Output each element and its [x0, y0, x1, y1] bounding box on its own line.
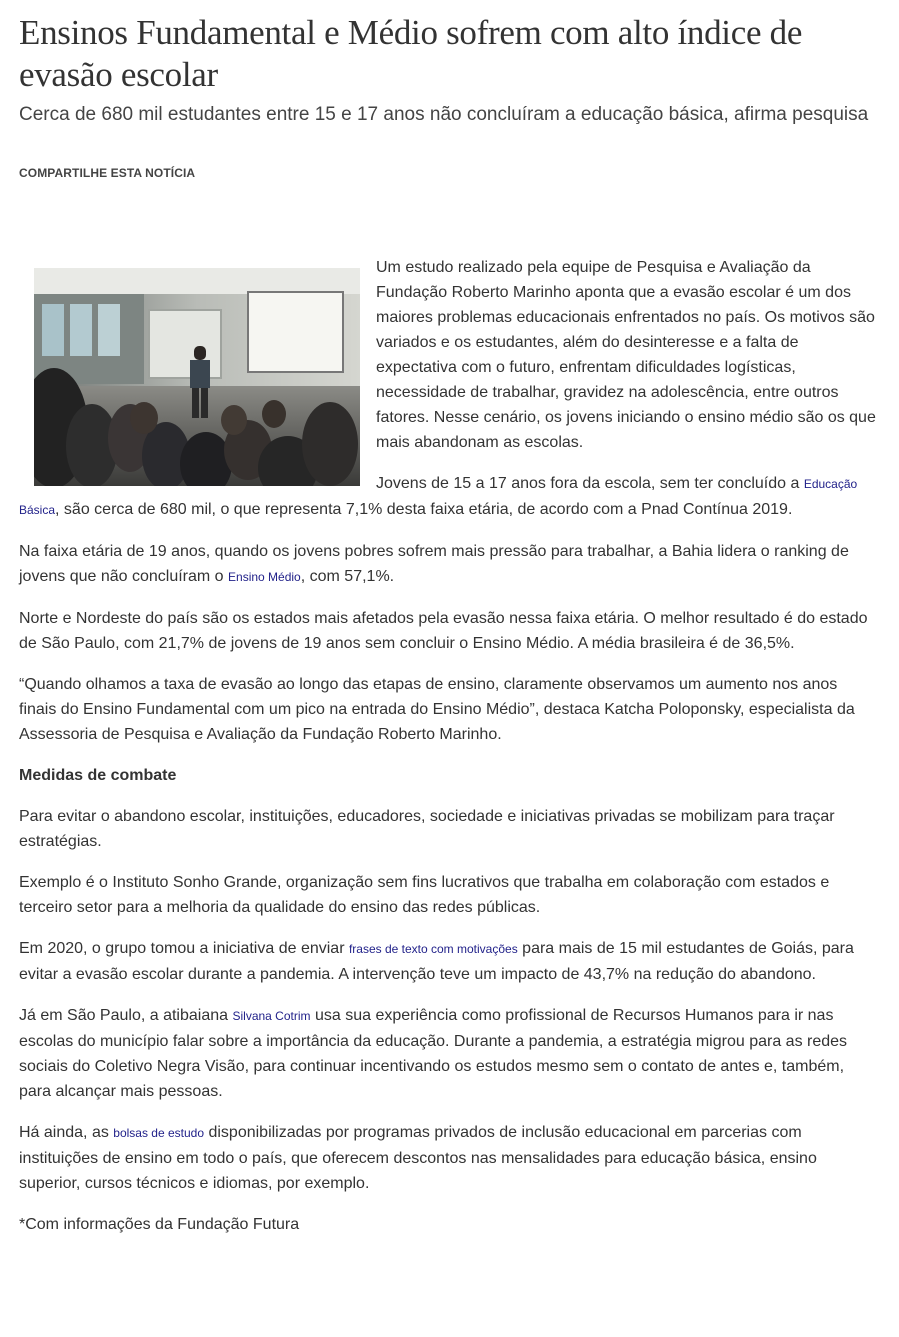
share-label: COMPARTILHE ESTA NOTÍCIA	[19, 166, 196, 180]
article-body	[19, 255, 877, 1253]
link-ensino-medio[interactable]: Ensino Médio	[228, 570, 301, 584]
paragraph: Já em São Paulo, a atibaiana Silvana Cotrim usa sua experiência como profissional de Recursos Humanos para ir nas escolas do município falar sobre a importância da educação. Durante a pandemia, a estratégia migrou para as redes sociais do Coletivo Negra Visão, para continuar incentivando os estudos mesmo sem o contato de antes e, também, para alcançar mais pessoas.	[19, 1007, 848, 1100]
link-educacao-basica[interactable]: Educação Básica	[19, 477, 858, 517]
article-header	[19, 0, 879, 180]
quote-paragraph: “Quando olhamos a taxa de evasão ao longo das etapas de ensino, claramente observamos um aumento nos anos finais do Ensino Fundamental com um pico na entrada do Ensino Médio”, destaca Katcha Poloponsky, especialista da Assessoria de Pesquisa e Avaliação da Fundação Roberto Marinho.	[19, 676, 855, 743]
paragraph: Para evitar o abandono escolar, instituições, educadores, sociedade e iniciativas privadas se mobilizam para traçar estratégias.	[19, 808, 835, 850]
paragraph: Jovens de 15 a 17 anos fora da escola, sem ter concluído a Educação Básica, são cerca de 680 mil, o que representa 7,1% desta faixa etária, de acordo com a Pnad Contínua 2019.	[19, 475, 858, 518]
link-silvana-cotrim[interactable]: Silvana Cotrim	[232, 1009, 311, 1023]
link-bolsas-de-estudo[interactable]: bolsas de estudo	[113, 1126, 205, 1140]
paragraph: Um estudo realizado pela equipe de Pesquisa e Avaliação da Fundação Roberto Marinho aponta que a evasão escolar é um dos maiores problemas educacionais enfrentados no país. Os motivos são variados e os estudantes, além do desinteresse e a falta de expectativa com o futuro, enfrentam dificuldades logísticas, necessidade de trabalhar, gravidez na adolescência, entre outros fatores. Nesse cenário, os jovens iniciando o ensino médio são os que mais abandonam as escolas.	[376, 259, 876, 451]
footnote: *Com informações da Fundação Futura	[19, 1216, 300, 1233]
section-heading: Medidas de combate	[19, 767, 177, 784]
page-title: Ensinos Fundamental e Médio sofrem com alto índice de evasão escolar	[19, 13, 803, 94]
paragraph: Exemplo é o Instituto Sonho Grande, organização sem fins lucrativos que trabalha em colaboração com estados e terceiro setor para a melhoria da qualidade do ensino das redes públicas.	[19, 874, 830, 916]
link-frases-de-texto[interactable]: frases de texto com motivações	[348, 942, 518, 956]
paragraph: Norte e Nordeste do país são os estados mais afetados pela evasão nessa faixa etária. O melhor resultado é do estado de São Paulo, com 21,7% de jovens de 19 anos sem concluir o Ensino Médio. A média brasileira é de 36,5%.	[19, 610, 868, 652]
classroom-photo	[34, 268, 360, 486]
paragraph: Em 2020, o grupo tomou a iniciativa de enviar frases de texto com motivações para mais de 15 mil estudantes de Goiás, para evitar a evasão escolar durante a pandemia. A intervenção teve um impacto de 43,7% na redução do abandono.	[19, 940, 854, 983]
page-subtitle: Cerca de 680 mil estudantes entre 15 e 17 anos não concluíram a educação básica, afirma pesquisa	[19, 104, 869, 125]
paragraph: Na faixa etária de 19 anos, quando os jovens pobres sofrem mais pressão para trabalhar, a Bahia lidera o ranking de jovens que não concluíram o Ensino Médio, com 57,1%.	[19, 543, 849, 585]
paragraph: Há ainda, as bolsas de estudo disponibilizadas por programas privados de inclusão educacional em parcerias com instituições de ensino em todo o país, que oferecem descontos nas mensalidades para educação básica, ensino superior, cursos técnicos e idiomas, por exemplo.	[19, 1124, 817, 1192]
